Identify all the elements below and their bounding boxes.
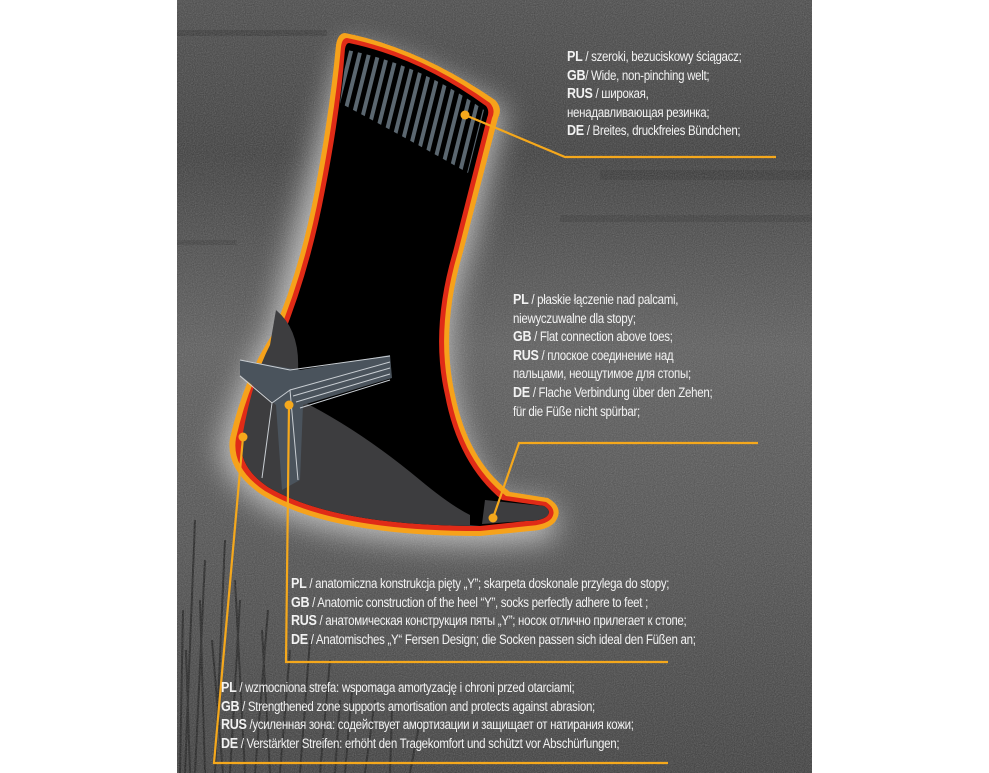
line: пальцами, неощутимое для стопы;	[513, 366, 691, 382]
callout-welt-text	[567, 48, 741, 141]
line: DE / Anatomisches „Y“ Fersen Design; die Socken passen sich ideal den Füßen an;	[291, 631, 696, 648]
line: DE / Flache Verbindung über den Zehen;	[513, 384, 713, 401]
line: RUS / плоское соединение над	[513, 347, 674, 364]
line: RUS / широкая,	[567, 86, 649, 103]
sock-infographic	[177, 0, 812, 773]
line: GB/ Wide, non-pinching welt;	[567, 67, 710, 84]
line: ненадавливающая резинка;	[567, 104, 710, 120]
line: DE / Breites, druckfreies Bündchen;	[567, 123, 741, 140]
line: GB / Strengthened zone supports amortisation and protects against abrasion;	[221, 698, 595, 715]
callout-heel-y-text	[291, 575, 696, 649]
line: GB / Anatomic construction of the heel “Y”, socks perfectly adhere to feet ;	[291, 594, 648, 611]
line: DE / Verstärkter Streifen: erhöht den Tragekomfort und schützt vor Abschürfungen;	[221, 735, 620, 752]
line: PL / anatomiczna konstrukcja pięty „Y”; skarpeta doskonale przylega do stopy;	[291, 576, 670, 592]
line: PL / wzmocniona strefa: wspomaga amortyzację i chroni przed otarciami;	[221, 680, 575, 696]
dot-welt	[461, 111, 470, 120]
dot-toe	[489, 514, 498, 523]
callout-reinforced-text	[221, 679, 634, 753]
line: für die Füße nicht spürbar;	[513, 403, 640, 419]
line: GB / Flat connection above toes;	[513, 329, 673, 346]
line: RUS / анатомическая конструкция пяты „Y”; носок отлично прилегает к стопе;	[291, 613, 687, 630]
line: PL / szeroki, bezuciskowy ściągacz;	[567, 49, 742, 65]
line: niewyczuwalne dla stopy;	[513, 310, 636, 326]
line: PL / płaskie łączenie nad palcami,	[513, 292, 679, 308]
callout-toe-text	[513, 291, 712, 421]
dot-heel-y	[285, 401, 294, 410]
dot-reinforced	[239, 433, 248, 442]
line: RUS /усиленная зона: содействует амортизации и защищает от натирания кожи;	[221, 717, 634, 734]
